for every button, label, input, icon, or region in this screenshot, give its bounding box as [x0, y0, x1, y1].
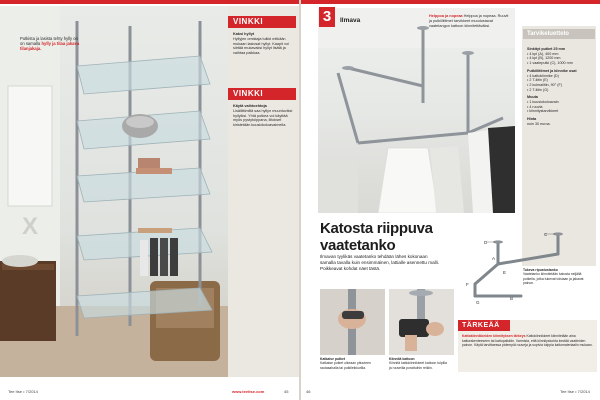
diagram-label-b: B — [510, 296, 514, 301]
ceiling-mount-illustration — [389, 289, 454, 355]
step-label: Ilmava — [340, 17, 361, 24]
red-top-rule — [0, 0, 299, 4]
important-heading: TÄRKEÄÄ — [458, 320, 510, 331]
footer-issue-left: Tee Itse • 7/2014 — [8, 389, 38, 394]
footer-issue-right: Tee Itse • 7/2014 — [560, 389, 590, 394]
diagram-label-e: E — [503, 270, 507, 275]
diagram-label-d: D — [484, 240, 488, 245]
footer-url[interactable]: www.teeitse.com — [232, 389, 265, 394]
diagram-label-f: F — [466, 282, 469, 287]
step-number-badge: 3 — [319, 7, 335, 27]
parts-list-heading: Tarvikeluettelo — [523, 29, 595, 39]
shelf-photo — [0, 6, 228, 377]
ceiling-mount-photo — [389, 289, 454, 355]
article-headline: Katosta riippuva vaatetanko — [320, 220, 433, 254]
tips-sidebar — [228, 6, 299, 377]
hanging-rack-caption: Helppoa ja nopeaa Helppoa ja nopeaa. Ruuvit ja putkiliittimet tarvikkeet muodostavat vaatetangon kattoon kiinnitettäväksi. — [429, 14, 509, 28]
tip-text-1: Kaksi hyllyt Hyllyjen omistaja tulkki mitkään mukaan lasiosat hyllyt. Kaapit voi siirtää mukavaksi hyllyt lisätä ja vaihtaa paikkaa. — [233, 32, 289, 56]
tip-heading-2: VINKKI — [228, 88, 296, 100]
shelf-photo-caption: Putkista ja lasista tehty hylly on on samalla hylly ja tilaa jakava tilanjakaja. — [20, 36, 80, 52]
left-page — [0, 0, 299, 400]
diagram-caption: Tukeva ripustustanko Vaatetanko kiinnitetään katosta neljällä putkella, jotka tukevat toisiaan ja jakavat painon. — [523, 268, 584, 286]
red-top-rule-right — [301, 0, 600, 4]
important-text: Kattokiinnikkeiden kiinnityksen tärkeys Kattokiinnikkeet kiinnitetään aina kattorakenteeseen tai kattopalkkiin. Varmista, että kiinnityskohta kestää vaatteiden painon. Käytä tarvittaessa pidempiä ruuveja ja sopivia tulppia kattomateriaalin mukaan. — [462, 334, 593, 347]
svg-text:X: X — [22, 213, 39, 240]
diagram-label-g: G — [476, 300, 480, 305]
tip-heading-1: VINKKI — [228, 16, 296, 28]
ceiling-mount-caption: Kiinnitä kattoon Kiinnitä kattokiinnikkeet kattoon tulpilla ja ruuveilla porattuihin reikiin. — [389, 357, 447, 370]
tip-text-2: Käytä vaihtoehtoja Lisäliittimillä saa hyllyn muuntuviksi hyllyiksi. Yhtä putkea voi käyttää myös pystytolppana, liitokset kiristetään kuusiokoloavaimella. — [233, 104, 293, 128]
article-intro: Ilmavan tyylikäs vaatetanko tehdään lähes kokonaan samalla tavalla kuin ensimmäinen, lattialle asennettu malli. Poikkeavat kohdat näet tästä. — [320, 254, 439, 272]
hanging-rack-photo — [318, 8, 515, 213]
cut-pipes-caption: Katkaise putket Katkaise putket oikeaan pituuteen rautasahalla tai putkileikkurilla. — [320, 357, 371, 370]
shelf-illustration — [0, 6, 228, 377]
page-number-right: 46 — [306, 389, 311, 394]
cut-pipes-illustration — [320, 289, 385, 355]
hanging-rack-illustration — [318, 8, 515, 213]
page-number-left: 45 — [284, 389, 289, 394]
diagram-label-c: C — [544, 232, 548, 237]
cut-pipes-photo — [320, 289, 385, 355]
parts-list-body: Sinkityt putket 25 mm • 4 kpl (A), 400 mm • 4 kpl (B), 1200 mm • 1 vaateputki (C), 1000 mm Putkiliittimet ja kiinnike osat • 4 kattokiinnike (D) • 2 T-liitin (E) • 2 kulmaliitin, 90° (F) • 2 T-liitin (G) Muuta • 1 kuusiokoloavain • 4 ruuvia • kiinnitystarvikkeet Hinta noin 30 euroa. — [527, 47, 577, 126]
diagram-label-a: A — [492, 256, 496, 261]
